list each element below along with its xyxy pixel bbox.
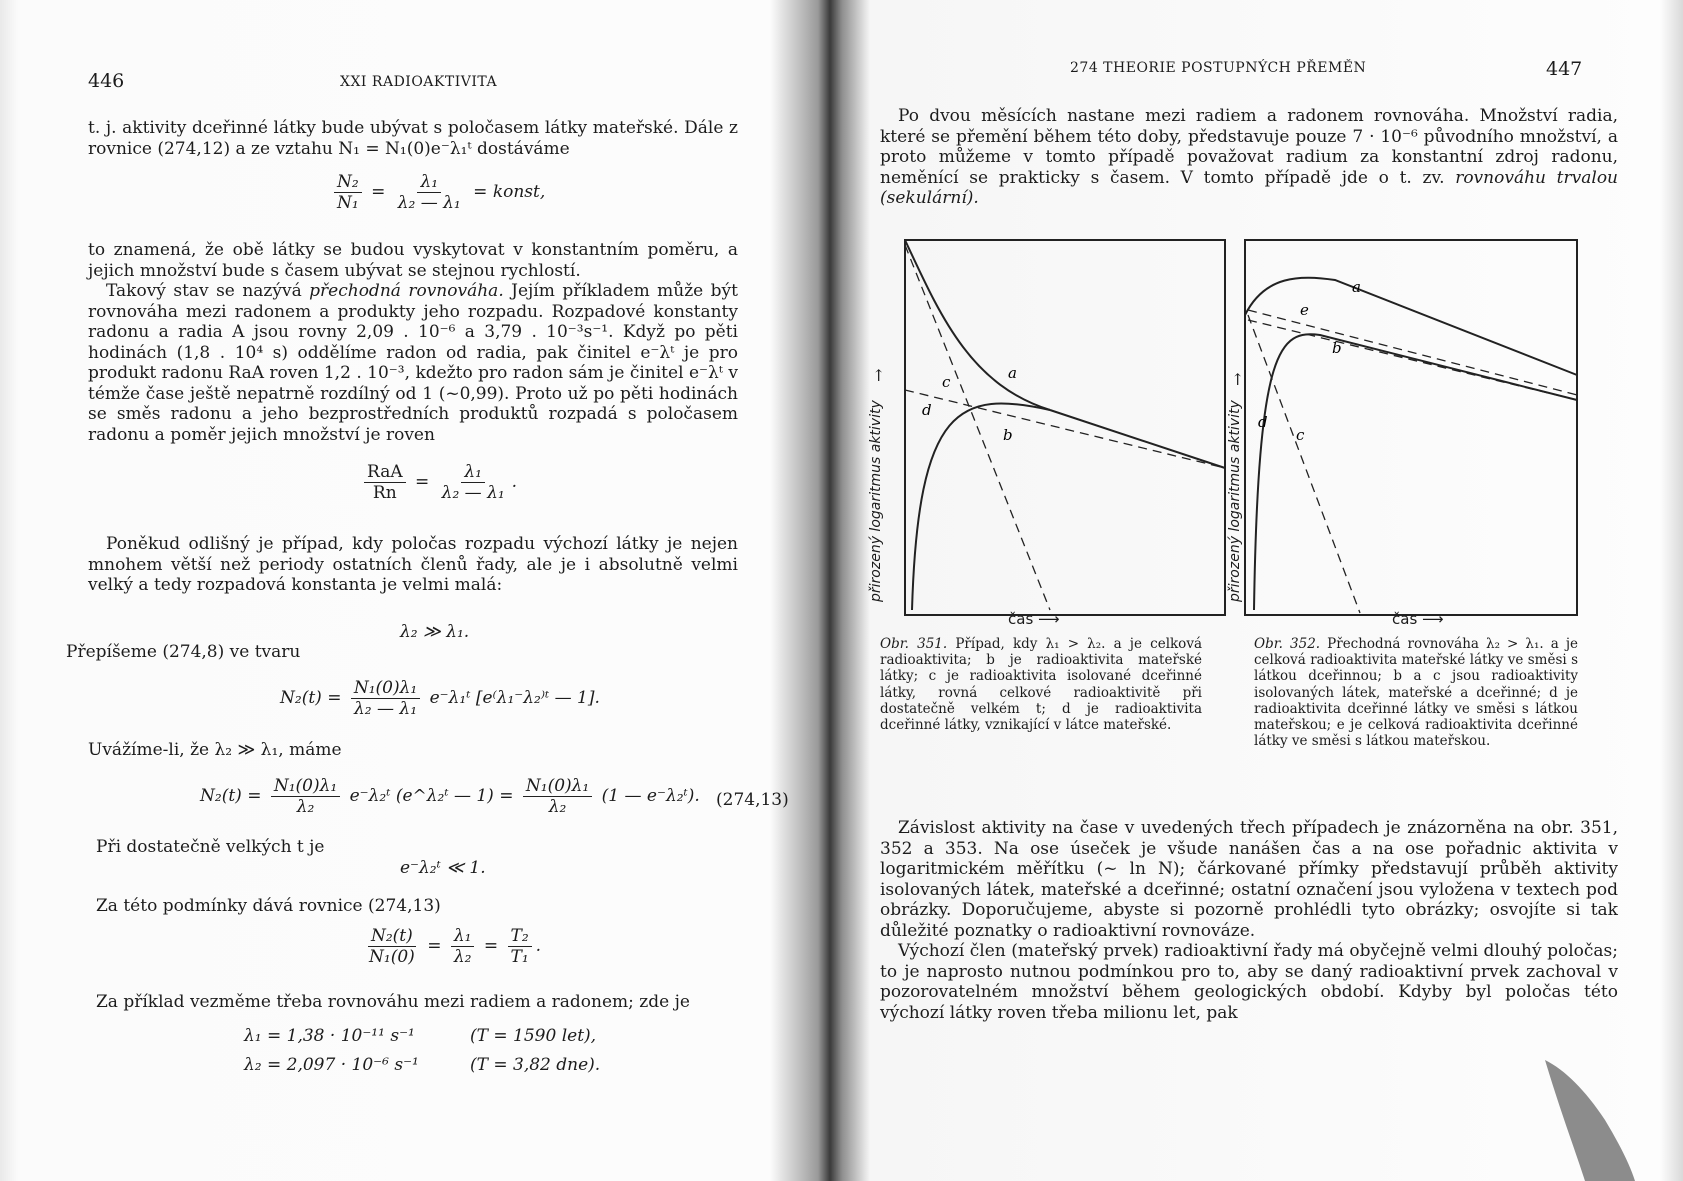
curve-d: [1254, 334, 1577, 610]
figure-351: [860, 235, 1280, 635]
equation-1: $\frac{\text{N₂}}{\text{N₁}}$ = $\frac{\text{λ₁}}{\text{λ₂ — λ₁}}$ = konst,: [330, 172, 545, 213]
page-number: 446: [88, 70, 125, 92]
fig1-caption: Obr. 351. Případ, kdy λ₁ > λ₂. a je celková radioaktivita; b je radioaktivita mateřské látky; c je radioaktivita isolované dceřinné látky, rovná celkové radioaktivitě při dostatečně velkém t; d je radioaktivita dceřinné látky, vznikající v látce mateřské.: [880, 636, 1202, 734]
equation-2: $\frac{\text{RaA}}{Rn}$ = $\frac{\text{λ₁}}{\text{λ₂ — λ₁}}$ .: [360, 462, 517, 503]
equation-6: e⁻λ₂ᵗ ≪ 1.: [400, 858, 486, 878]
line-e: [1248, 310, 1577, 395]
fig2-y-arrow: ↑: [1231, 370, 1245, 389]
fig1-y-arrow: ↑: [872, 366, 886, 385]
paragraph-7: Při dostatečně velkých t je: [96, 837, 325, 857]
curve-a: [905, 240, 1050, 410]
equation-8-line-2: λ₂ = 2,097 · 10⁻⁶ s⁻¹: [244, 1055, 419, 1075]
equation-7: $\frac{\text{N₂(t)}}{\text{N₁(0)}}$ = $\frac{\text{λ₁}}{\text{λ₂}}$ = $\frac{\text{T₂}}{\text{T₁}}$ .: [369, 926, 542, 967]
thumb-shadow: [1545, 1060, 1635, 1181]
paragraph-1: Po dvou měsících nastane mezi radiem a radonem rovnováha. Množství radia, které se přemění během této doby, představuje pouze 7 · 10⁻⁶ původního množství, a proto můžeme v tomto případě považovat radium za konstantní zdroj radonu, neměnící se prakticky s časem. V tomto případě jde o t. zv. rovnováhu trvalou (sekulární).: [880, 106, 1618, 208]
paragraph-2: Závislost aktivity na čase v uvedených třech případech je znázorněna na obr. 351, 352 a 353. Na ose úseček je všude nanášen čas a na ose pořadnic aktivita v logaritmickém měřítku (~ ln N); čárkované přímky představují průběh aktivity isolovaných látek, mateřské a dceřinné; ostatní označení jsou vyložena v textech pod obrázky. Doporučujeme, abyste si pozorně prohlédli tyto obrázky; osvojíte si tak důležité poznatky o radioaktivní rovnováze. Výchozí člen (mateřský prvek) radioaktivní řady má obyčejně velmi dlouhý poločas; to je naprosto nutnou podmínkou pro to, aby se daný radioaktivní prvek zachoval v pozorovatelném množství během geologických období. Kdyby byl poločas této výchozí látky roven třeba milionu let, pak: [880, 818, 1618, 1023]
right-page: [840, 0, 1683, 1181]
label-b: b: [1003, 426, 1013, 444]
equation-8-line-1: λ₁ = 1,38 · 10⁻¹¹ s⁻¹: [244, 1026, 415, 1046]
paragraph-9: Za příklad vezměme třeba rovnováhu mezi radiem a radonem; zde je: [96, 992, 690, 1012]
fig2-caption: Obr. 352. Přechodná rovnováha λ₂ > λ₁. a je celková radioaktivita mateřské látky ve směsi s látkou dceřinnou; b a c jsou radioaktivity isolovaných látek, mateřské a dceřinné; d je radioaktivita dceřinné látky ve směsi s látkou mateřskou; e je celková radioaktivita dceřinné látky ve směsi s látkou mateřskou.: [1254, 636, 1578, 750]
plot-frame: [905, 240, 1225, 615]
label-a: a: [1352, 278, 1361, 296]
label-b: b: [1332, 339, 1342, 357]
equation-8-note-1: (T = 1590 let),: [470, 1026, 597, 1046]
label-a: a: [1008, 364, 1017, 382]
figure-352: [1220, 235, 1640, 635]
fig1-xlabel: čas ⟶: [1008, 610, 1060, 628]
paragraph-8: Za této podmínky dává rovnice (274,13): [96, 896, 441, 916]
page-number: 447: [1546, 58, 1583, 80]
running-header: XXI RADIOAKTIVITA: [340, 74, 498, 90]
line-b-parent: [905, 390, 1225, 468]
left-page: [0, 0, 830, 1181]
paragraph-2: to znamená, že obě látky se budou vyskytovat v konstantním poměru, a jejich množství bude s časem ubývat se stejnou rychlostí. Takový stav se nazývá přechodná rovnováha. Jejím příkladem může být rovnováha mezi radonem a produkty jeho rozpadu. Rozpadové konstanty radonu a radia A jsou rovny 2,09 . 10⁻⁶ a 3,79 . 10⁻³s⁻¹. Když po pěti hodinách (1,8 . 10⁴ s) oddělíme radon od radia, pak činitel e⁻λᵗ je pro produkt radonu RaA roven 1,2 . 10⁻³, kdežto pro radon sám je činitel e⁻λᵗ v témže čase ještě nepatrně rozdílný od 1 (~0,99). Proto už po pěti hodinách se směs radonu a jeho bezprostředních produktů rozpadá s poločasem radonu a poměr jejich množství je roven: [88, 240, 738, 445]
equation-number: (274,13): [716, 790, 789, 810]
curve-a: [1245, 278, 1577, 375]
label-d: d: [922, 401, 932, 419]
line-c-daughter: [905, 245, 1050, 610]
line-c-daughter: [1248, 315, 1360, 613]
fig1-ylabel: přirozený logaritmus aktivity: [868, 400, 884, 602]
label-c: c: [942, 373, 951, 391]
paragraph-5: Přepíšeme (274,8) ve tvaru: [66, 642, 301, 662]
label-d: d: [1258, 413, 1268, 431]
paragraph-4: Poněkud odlišný je případ, kdy poločas rozpadu výchozí látky je nejen mnohem větší než periody ostatních členů řady, ale je i absolutně velmi velký a tedy rozpadová konstanta je velmi malá:: [88, 534, 738, 595]
fig2-ylabel: přirozený logaritmus aktivity: [1227, 400, 1243, 602]
running-header: 274 THEORIE POSTUPNÝCH PŘEMĚN: [1070, 60, 1367, 76]
paragraph-1: t. j. aktivity dceřinné látky bude ubývat s poločasem látky mateřské. Dále z rovnice (274,12) a ze vztahu N₁ = N₁(0)e⁻λ₁ᵗ dostáváme: [88, 118, 738, 159]
label-e: e: [1300, 301, 1309, 319]
equation-5: N₂(t) = $\frac{\text{N₁(0)λ₁}}{\text{λ₂}}$ e⁻λ₂ᵗ (e^λ₂ᵗ — 1) = $\frac{\text{N₁(0)λ₁}}{\text{λ₂}}$ (1 — e⁻λ₂ᵗ).: [200, 776, 700, 817]
equation-3: λ₂ ≫ λ₁.: [400, 622, 470, 642]
curve-d: [912, 403, 1050, 610]
line-b-parent: [1248, 320, 1577, 400]
plot-frame: [1245, 240, 1577, 615]
curve-total: [1050, 410, 1225, 468]
label-c: c: [1296, 426, 1305, 444]
paragraph-6: Uvážíme-li, že λ₂ ≫ λ₁, máme: [88, 740, 342, 760]
equation-8-note-2: (T = 3,82 dne).: [470, 1055, 601, 1075]
fig2-xlabel: čas ⟶: [1392, 610, 1444, 628]
equation-4: N₂(t) = $\frac{\text{N₁(0)λ₁}}{\text{λ₂ — λ₁}}$ e⁻λ₁ᵗ [e⁽λ₁⁻λ₂⁾ᵗ — 1].: [280, 678, 600, 719]
